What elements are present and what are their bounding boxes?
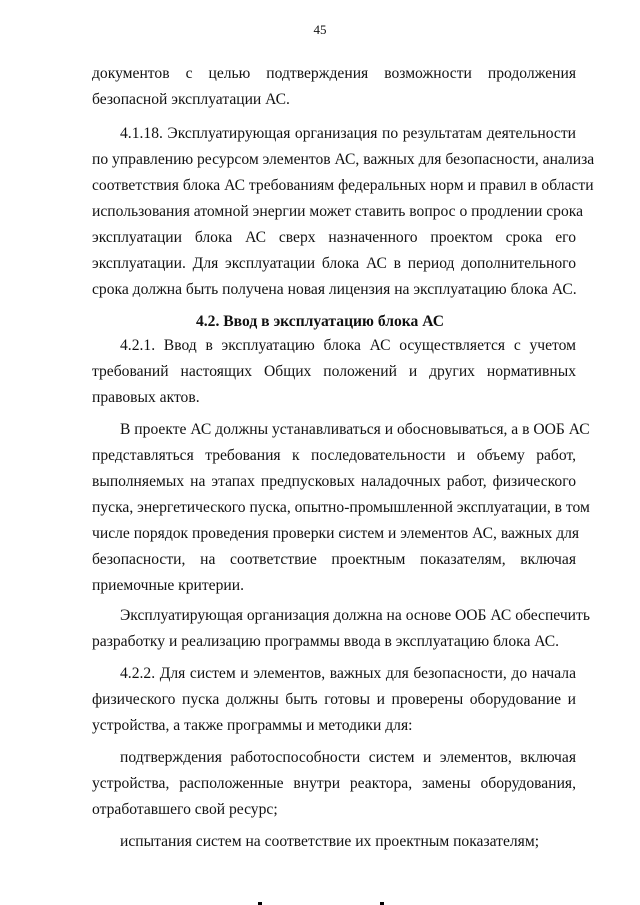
- text-line: испытания систем на соответствие их проектным показателям;: [120, 833, 540, 850]
- text-line: физического пуска должны быть готовы и проверены оборудование и: [92, 691, 576, 708]
- page-number: 45: [313, 22, 327, 37]
- text-line: представляться требования к последовательности и объему работ,: [92, 447, 576, 464]
- text-line: безопасной эксплуатации АС.: [92, 91, 290, 108]
- text-line: подтверждения работоспособности систем и элементов, включая: [120, 749, 576, 766]
- text-line: 4.1.18. Эксплуатирующая организация по результатам деятельности: [120, 125, 576, 142]
- text-line: безопасности, на соответствие проектным показателям, включая: [92, 551, 576, 568]
- text-line: выполняемых на этапах предпусковых наладочных работ, физического: [92, 473, 576, 490]
- text-line: устройства, расположенные внутри реактора, замены оборудования,: [92, 775, 576, 792]
- text-line: В проекте АС должны устанавливаться и обосновываться, а в ООБ АС: [120, 421, 590, 438]
- text-line: эксплуатации. Для эксплуатации блока АС в период дополнительного: [92, 255, 576, 272]
- text-line: эксплуатации блока АС сверх назначенного проектом срока его: [92, 229, 576, 246]
- text-line: требований настоящих Общих положений и других нормативных: [92, 363, 576, 380]
- text-line: отработавшего свой ресурс;: [92, 801, 278, 818]
- text-line: 4.2.1. Ввод в эксплуатацию блока АС осуществляется с учетом: [120, 337, 576, 354]
- text-line: числе порядок проведения проверки систем и элементов АС, важных для: [92, 525, 580, 542]
- text-line: Эксплуатирующая организация должна на основе ООБ АС обеспечить: [120, 607, 590, 624]
- text-line: разработку и реализацию программы ввода в эксплуатацию блока АС.: [92, 633, 560, 650]
- text-line: правовых актов.: [92, 389, 200, 406]
- text-line: приемочные критерии.: [92, 577, 244, 594]
- text-line: пуска, энергетического пуска, опытно-промышленной эксплуатации, в том: [92, 499, 590, 516]
- section-heading: 4.2. Ввод в эксплуатацию блока АС: [195, 313, 444, 330]
- text-line: по управлению ресурсом элементов АС, важных для безопасности, анализа: [92, 151, 595, 168]
- text-line: использования атомной энергии может ставить вопрос о продлении срока: [92, 203, 584, 220]
- text-line: срока должна быть получена новая лицензия на эксплуатацию блока АС.: [92, 281, 577, 298]
- text-line: 4.2.2. Для систем и элементов, важных для безопасности, до начала: [120, 665, 576, 682]
- text-line: устройства, а также программы и методики для:: [92, 717, 413, 734]
- text-line: соответствия блока АС требованиям федеральных норм и правил в области: [92, 177, 594, 194]
- text-line: документов с целью подтверждения возможности продолжения: [92, 65, 576, 82]
